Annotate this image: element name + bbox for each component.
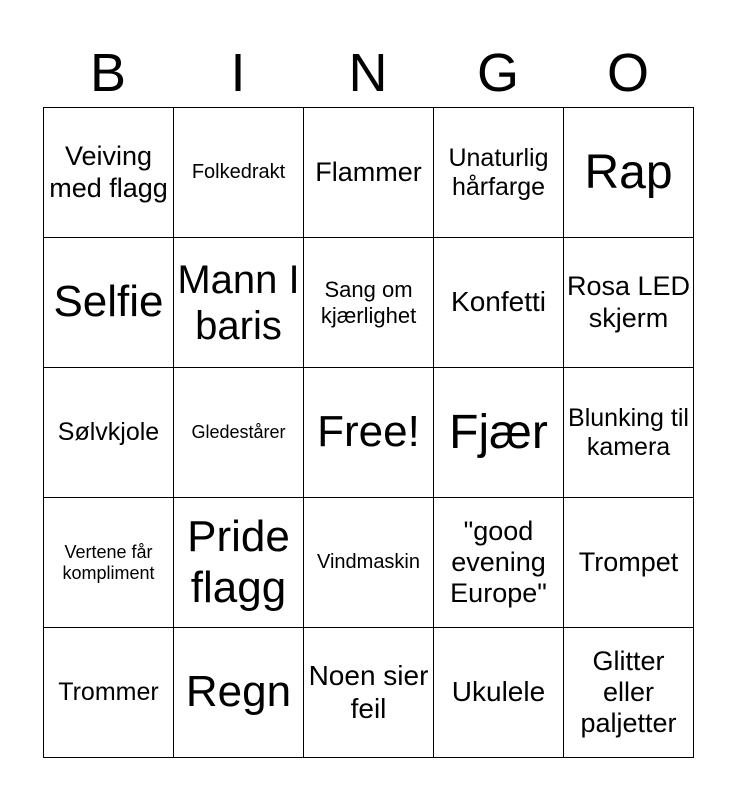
cell-label: Glitter eller paljetter	[580, 645, 677, 739]
header-letter-g: G	[476, 43, 519, 103]
bingo-cell[interactable]	[44, 368, 174, 498]
cell-label: Pride flagg	[187, 511, 290, 612]
cell-label: Blunking til kamera	[568, 403, 689, 461]
cell-label: Rosa LED skjerm	[566, 271, 691, 333]
cell-label: Sølvkjole	[57, 418, 160, 447]
bingo-cell[interactable]	[434, 498, 564, 628]
header-letter-i: I	[230, 43, 246, 103]
header-letter-o: O	[606, 43, 649, 103]
cell-label: Rap	[584, 145, 673, 199]
bingo-cell[interactable]	[564, 238, 694, 368]
bingo-cell[interactable]	[434, 628, 564, 758]
bingo-cell[interactable]	[564, 368, 694, 498]
bingo-cell[interactable]	[44, 628, 174, 758]
bingo-cell[interactable]	[564, 108, 694, 238]
cell-label: Gledestårer	[191, 422, 286, 443]
bingo-cell[interactable]	[304, 368, 434, 498]
cell-label: Konfetti	[451, 286, 546, 318]
bingo-cell[interactable]	[174, 108, 304, 238]
bingo-cell[interactable]	[564, 498, 694, 628]
bingo-cell[interactable]	[174, 368, 304, 498]
cell-label: Unaturlig hårfarge	[448, 143, 549, 201]
cell-label: Vertene får kompliment	[62, 541, 155, 583]
cell-label: Folkedrakt	[191, 161, 286, 183]
bingo-cell[interactable]	[564, 628, 694, 758]
cell-label: Sang om kjærlighet	[320, 277, 417, 328]
bingo-cell[interactable]	[304, 628, 434, 758]
bingo-cell[interactable]	[44, 108, 174, 238]
cell-label: Veiving med flagg	[49, 141, 168, 203]
bingo-cell[interactable]	[174, 628, 304, 758]
bingo-cell[interactable]	[434, 108, 564, 238]
cell-label: Flammer	[315, 156, 422, 187]
bingo-header	[43, 40, 693, 106]
cell-label: Noen sier feil	[308, 660, 429, 724]
bingo-board	[43, 107, 694, 758]
cell-label: Mann I baris	[177, 257, 300, 348]
bingo-cell[interactable]	[434, 238, 564, 368]
bingo-cell[interactable]	[44, 238, 174, 368]
bingo-cell[interactable]	[304, 238, 434, 368]
cell-label: Trommer	[58, 678, 159, 707]
header-letter-n: N	[348, 43, 388, 103]
cell-label: Trompet	[578, 546, 679, 577]
bingo-cell[interactable]	[174, 498, 304, 628]
cell-label: Free!	[317, 407, 420, 457]
cell-label: Fjær	[449, 405, 548, 459]
header-letter-b: B	[89, 43, 127, 103]
cell-label: Ukulele	[451, 676, 546, 708]
cell-label: "good evening Europe"	[450, 515, 547, 609]
cell-label: Selfie	[53, 277, 164, 327]
cell-label: Regn	[185, 667, 292, 717]
cell-label: Vindmaskin	[316, 551, 421, 573]
bingo-cell[interactable]	[304, 498, 434, 628]
bingo-cell[interactable]	[44, 498, 174, 628]
bingo-cell[interactable]	[434, 368, 564, 498]
bingo-cell[interactable]	[304, 108, 434, 238]
bingo-cell[interactable]	[174, 238, 304, 368]
